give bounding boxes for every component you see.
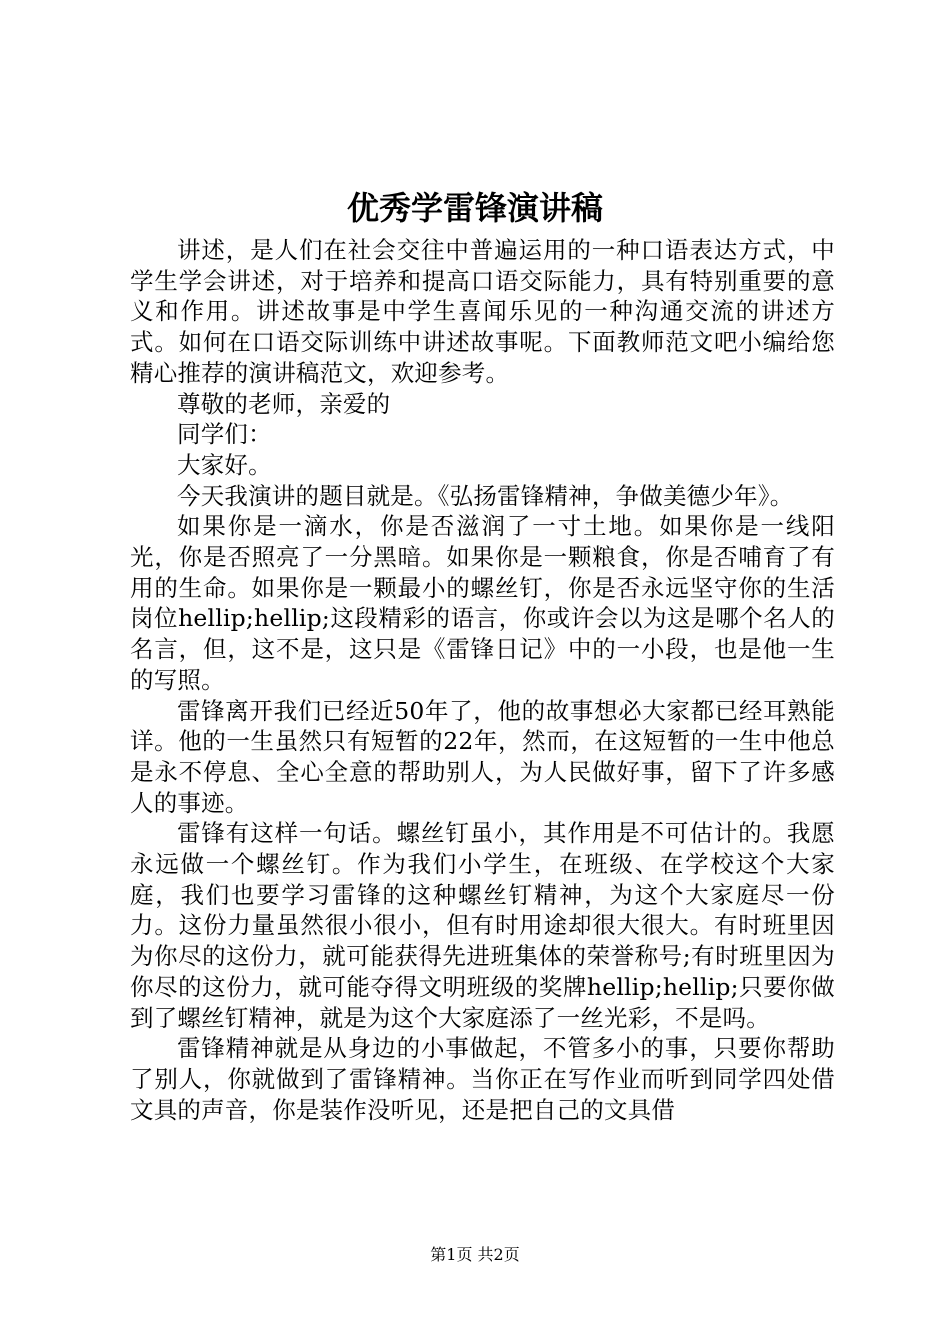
paragraph-greeting: 大家好。 (177, 450, 272, 479)
paragraph-salutation-students: 同学们： (177, 420, 272, 449)
paragraph-leifeng-life: 雷锋离开我们已经近50年了，他的故事想必大家都已经耳熟能详。他的一生虽然只有短暂的22年，然而，在这短暂的一生中他总是永不停息、全心全意的帮助别人，为人民做好事，留下了许多感人的事迹。 (130, 696, 835, 817)
page-footer: 第1页 共2页 (430, 1245, 520, 1264)
document-title: 优秀学雷锋演讲稿 (346, 189, 603, 227)
paragraph-small-things: 雷锋精神就是从身边的小事做起，不管多小的事，只要你帮助了别人，你就做到了雷锋精神。当你正在写作业而听到同学四处借文具的声音，你是装作没听见，还是把自己的文具借 (130, 1034, 835, 1124)
paragraph-screw-spirit: 雷锋有这样一句话。螺丝钉虽小，其作用是不可估计的。我愿永远做一个螺丝钉。作为我们小学生，在班级、在学校这个大家庭，我们也要学习雷锋的这种螺丝钉精神，为这个大家庭尽一份力。这份力量虽然很小很小，但有时用途却很大很大。有时班里因为你尽的这份力，就可能获得先进班集体的荣誉称号;有时班里因为你尽的这份力，就可能夺得文明班级的奖牌hellip;hellip;只要你做到了螺丝钉精神，就是为这个大家庭添了一丝光彩，不是吗。 (130, 819, 835, 1032)
paragraph-intro: 讲述，是人们在社会交往中普遍运用的一种口语表达方式，中学生学会讲述，对于培养和提高口语交际能力，具有特别重要的意义和作用。讲述故事是中学生喜闻乐见的一种沟通交流的讲述方式。如何在口语交际训练中讲述故事呢。下面教师范文吧小编给您精心推荐的演讲稿范文，欢迎参考。 (130, 236, 835, 387)
document-body (130, 235, 835, 1125)
paragraph-topic: 今天我演讲的题目就是。《弘扬雷锋精神，争做美德少年》。 (177, 481, 794, 510)
paragraph-salutation: 尊敬的老师，亲爱的 (177, 389, 391, 418)
paragraph-water-drop: 如果你是一滴水，你是否滋润了一寸土地。如果你是一线阳光，你是否照亮了一分黑暗。如果你是一颗粮食，你是否哺育了有用的生命。如果你是一颗最小的螺丝钉，你是否永远坚守你的生活岗位hellip;hellip;这段精彩的语言，你或许会以为这是哪个名人的名言，但，这不是，这只是《雷锋日记》中的一小段，也是他一生的写照。 (130, 512, 835, 694)
